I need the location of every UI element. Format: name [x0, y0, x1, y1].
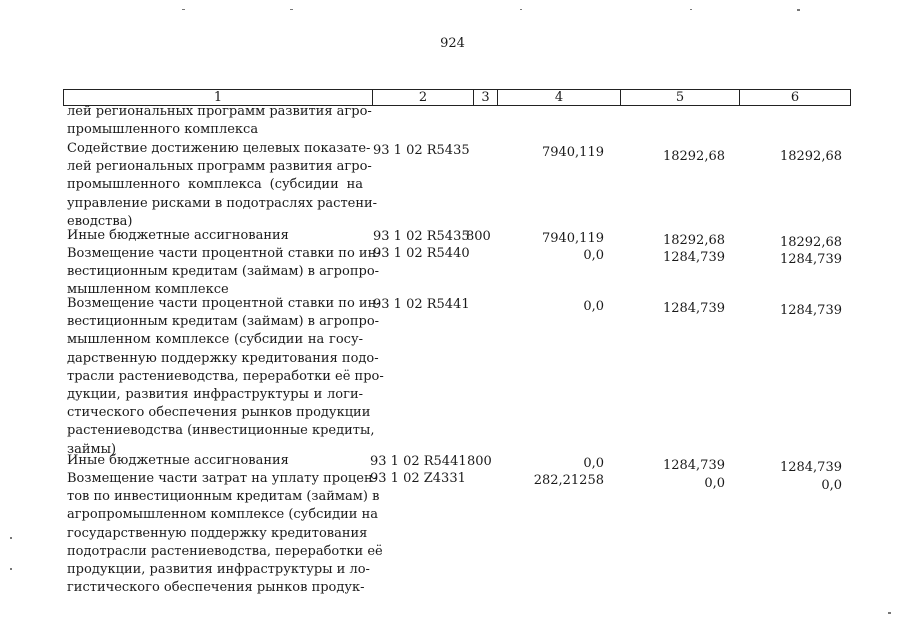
- table-row-description: [67, 103, 372, 139]
- description-line: Содействие достижению целевых показате-: [67, 141, 371, 156]
- description-line: управление рисками в подотраслях растени-: [67, 195, 378, 211]
- value-col-5: 1284,739: [662, 250, 725, 265]
- description-line: промышленного комплекса (субсидии на: [67, 177, 363, 193]
- value-col-5: 18292,68: [662, 233, 725, 248]
- value-col-4: 0,0: [583, 456, 604, 471]
- target-code: 93 1 02 R5440: [373, 246, 470, 261]
- value-col-6: 18292,68: [779, 235, 842, 250]
- description-line: Возмещение части процентной ставки по ин-: [67, 296, 381, 311]
- scan-speck: [10, 568, 12, 570]
- description-line: лей региональных программ развития агро-: [67, 104, 372, 119]
- table-row-description: [67, 227, 363, 245]
- description-line: трасли растениеводства, переработки её про-: [67, 368, 384, 384]
- description-line: мышленном комплексе (субсидии на госу-: [67, 332, 363, 348]
- header-cell-1: 1: [64, 90, 373, 105]
- header-cell-5: 5: [621, 90, 740, 105]
- table-row-description: [67, 140, 378, 231]
- description-line: Возмещение части затрат на уплату процен-: [67, 471, 378, 486]
- value-col-6: 18292,68: [779, 149, 842, 164]
- target-code: 93 1 02 R5441: [370, 454, 467, 469]
- description-line: дарственную поддержку кредитования подо-: [67, 350, 379, 366]
- scan-speck: [888, 612, 891, 614]
- value-col-4: 7940,119: [541, 145, 604, 160]
- description-line: государственную поддержку кредитования: [67, 525, 368, 541]
- expense-type-code: 800: [467, 454, 492, 469]
- description-line: дукции, развития инфраструктуры и логи-: [67, 387, 363, 403]
- value-col-4: 282,21258: [533, 473, 604, 488]
- header-cell-4: 4: [498, 90, 621, 105]
- description-line: Иные бюджетные ассигнования: [67, 453, 289, 468]
- description-line: стического обеспечения рынков продукции: [67, 405, 371, 421]
- scan-speck: [520, 9, 522, 10]
- description-line: займы): [67, 441, 117, 457]
- table-row-description: [67, 452, 363, 470]
- value-col-5: 18292,68: [662, 149, 725, 164]
- value-col-5: 0,0: [704, 476, 725, 491]
- table-row-description: [67, 470, 383, 597]
- scan-speck: [10, 537, 12, 539]
- description-line: Иные бюджетные ассигнования: [67, 228, 289, 243]
- target-code: 93 1 02 R5435: [373, 143, 470, 158]
- scan-speck: [182, 9, 185, 10]
- page-number: 924: [440, 36, 465, 51]
- description-line: промышленного комплекса: [67, 122, 259, 138]
- target-code: 93 1 02 Z4331: [370, 471, 466, 486]
- value-col-6: 1284,739: [779, 252, 842, 267]
- description-line: гистического обеспечения рынков продук-: [67, 580, 365, 596]
- description-line: мышленном комплексе: [67, 282, 229, 298]
- header-cell-2: 2: [373, 90, 474, 105]
- value-col-4: 0,0: [583, 299, 604, 314]
- value-col-4: 0,0: [583, 248, 604, 263]
- description-line: вестиционным кредитам (займам) в агропро-: [67, 264, 380, 280]
- scan-speck: [290, 9, 293, 10]
- description-line: тов по инвестиционным кредитам (займам) в: [67, 489, 380, 505]
- description-line: растениеводства (инвестиционные кредиты,: [67, 423, 375, 439]
- table-row-description: [67, 295, 384, 459]
- header-cell-3: 3: [474, 90, 498, 105]
- scan-speck: [690, 9, 692, 10]
- value-col-5: 1284,739: [662, 301, 725, 316]
- description-line: подотрасли растениеводства, переработки её: [67, 543, 383, 559]
- value-col-6: 1284,739: [779, 303, 842, 318]
- target-code: 93 1 02 R5435: [373, 229, 470, 244]
- value-col-4: 7940,119: [541, 231, 604, 246]
- header-cell-6: 6: [790, 90, 800, 105]
- description-line: Возмещение части процентной ставки по ин-: [67, 246, 381, 261]
- value-col-6: 1284,739: [779, 460, 842, 475]
- scan-speck: [797, 9, 800, 11]
- description-line: вестиционным кредитам (займам) в агропро-: [67, 314, 380, 330]
- description-line: агропромышленном комплексе (субсидии на: [67, 507, 378, 523]
- description-line: лей региональных программ развития агро-: [67, 159, 372, 175]
- description-line: еводства): [67, 213, 133, 229]
- table-row-description: [67, 245, 381, 300]
- value-col-5: 1284,739: [662, 458, 725, 473]
- description-line: продукции, развития инфраструктуры и ло-: [67, 562, 370, 578]
- target-code: 93 1 02 R5441: [373, 297, 470, 312]
- expense-type-code: 800: [466, 229, 491, 244]
- value-col-6: 0,0: [821, 478, 842, 493]
